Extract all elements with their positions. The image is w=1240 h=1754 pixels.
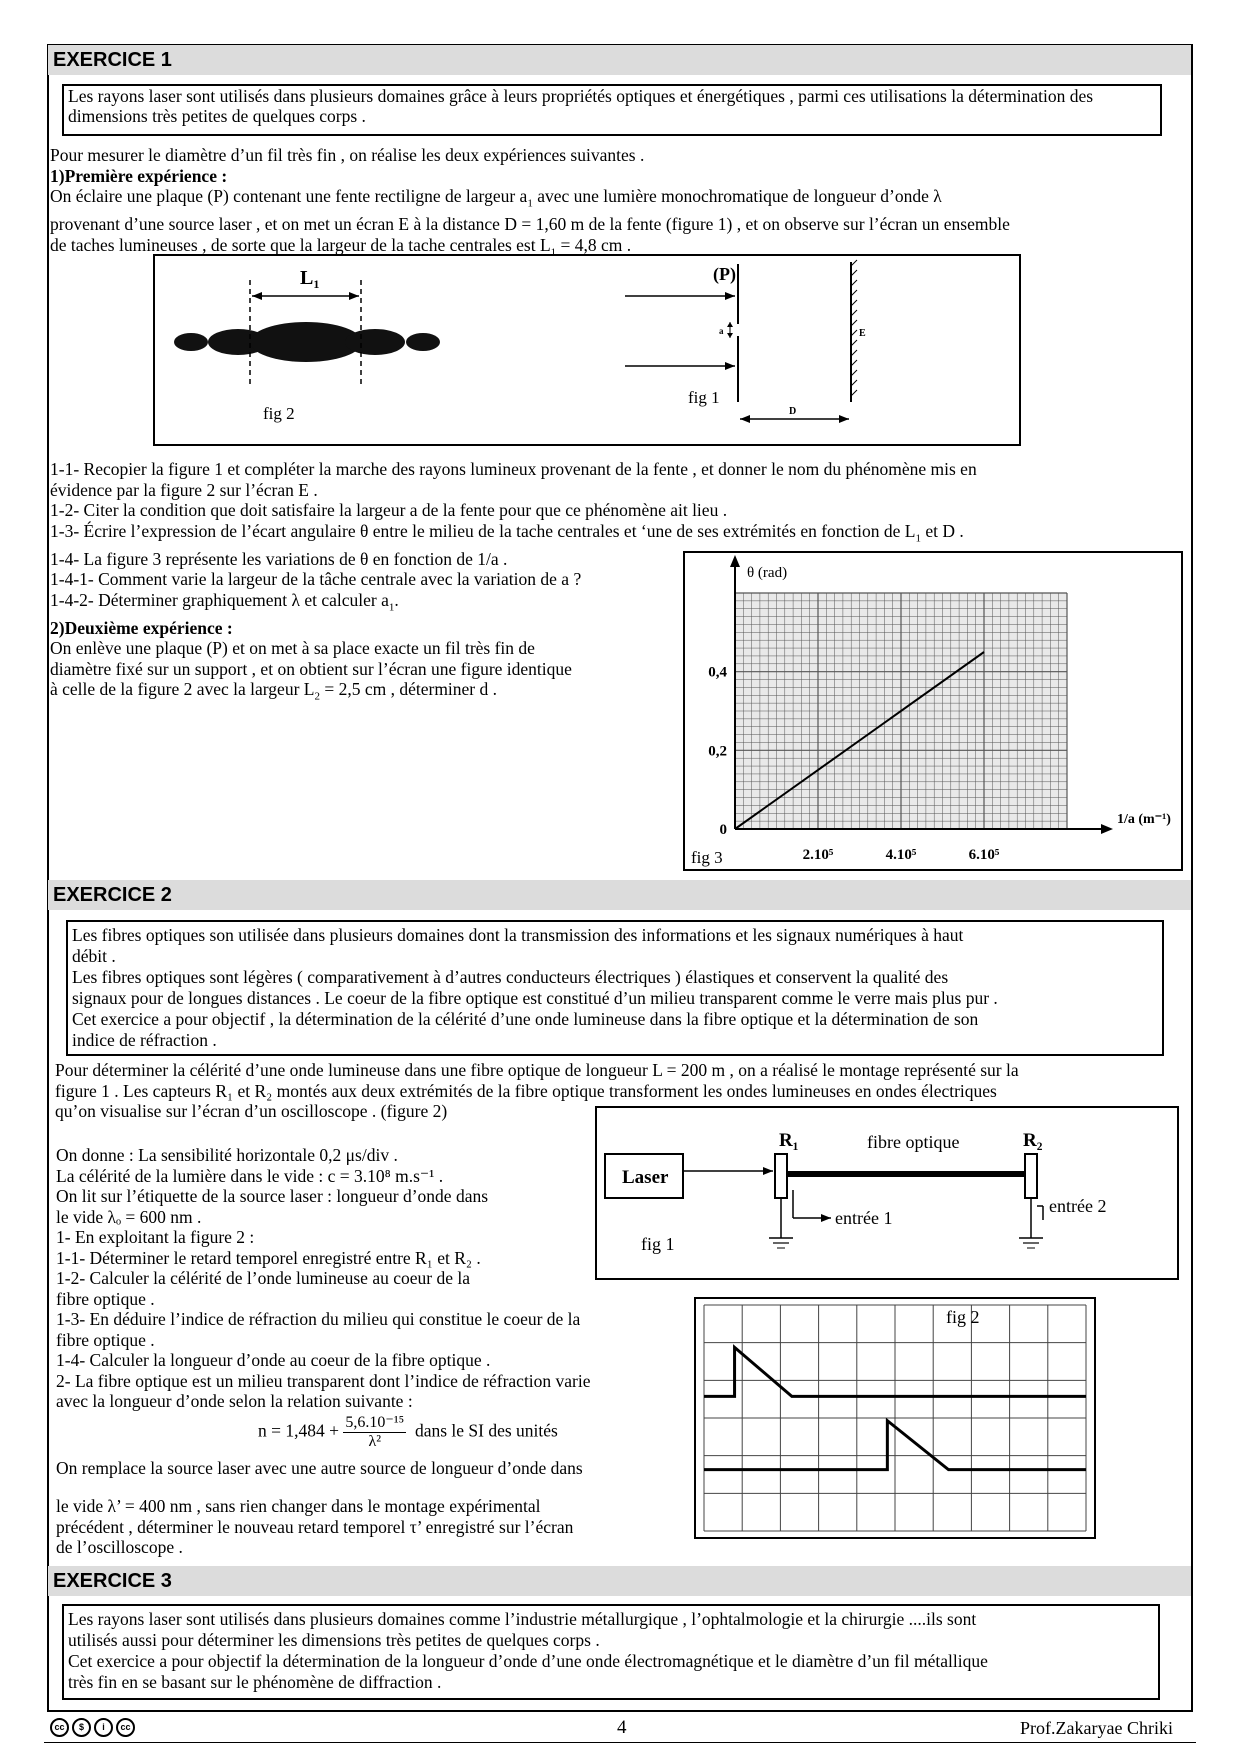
x-tick-label: 4.10⁵ [885, 847, 917, 863]
x-axis-arrow [1101, 824, 1113, 834]
by-icon: i [94, 1718, 113, 1737]
svg-text:E: E [859, 328, 866, 339]
cc-icon: cc [50, 1718, 69, 1737]
svg-text:R₁: R₁ [779, 1130, 799, 1151]
ex2-paragraph: Pour déterminer la célérité d’une onde lumineuse dans une fibre optique de longueur L = 200 m , on a réalisé le montage représenté sur la figure 1 . Les capteurs R₁ et R₂ montés aux deux extrémités de la fibre optique transforment les ondes lumineuses en ondes électriques qu’on visualise sur l’écran d’un oscilloscope . (figure 2) [55, 1060, 1019, 1121]
fibre-setup-diagram [597, 1108, 1177, 1278]
fibre-setup-figure [595, 1106, 1179, 1280]
side-spot-right-1 [345, 329, 405, 355]
x-tick-label: 2.10⁵ [802, 847, 834, 863]
x-axis-label: 1/a (m⁻¹) [1117, 812, 1171, 827]
svg-text:R₂: R₂ [1023, 1130, 1043, 1151]
svg-text:fibre optique: fibre optique [867, 1132, 960, 1152]
ex2-last-question-l1: On remplace la source laser avec une autre source de longueur d’onde dans [56, 1458, 583, 1478]
exercise-1-title: EXERCICE 1 [48, 45, 1191, 75]
sensor-r1 [775, 1154, 787, 1198]
ex1-text-block: Pour mesurer le diamètre d’un fil très fin , on réalise les deux expériences suivantes . 1)Première expérience : On éclaire une plaque (P) contenant une fente rectiligne de largeur $a_1$ avec une lumière monochromatique de longueur d’onde λ provenant d’une source laser , et on met un écran E à la distance D = 1,60 m de la fente (figure 1) , et on observe sur l’écran un ensemble de taches lumineuses , de sorte que la largeur de la tache centrales est $L_1 = 4,8$ cm . [50, 145, 1010, 258]
oscilloscope-screen [696, 1299, 1094, 1537]
figure-3-panel [683, 551, 1183, 871]
svg-text:a: a [719, 326, 724, 336]
y-axis-arrow [730, 555, 740, 567]
exercise-3-title: EXERCICE 3 [48, 1566, 1191, 1596]
page-number: 4 [617, 1717, 627, 1738]
ex1-questions: 1-1- Recopier la figure 1 et compléter la marche des rayons lumineux provenant de la fente , et donner le nom du phénomène mis en évidence par la figure 2 sur l’écran E . 1-2- Citer la condition que doit satisfaire la largeur a de la fente pour que ce phénomène ait lieu . 1-3- Écrire l’expression de l’écart angulaire θ entre le milieu de la tache centrales et ‘une de ses extrémités en fonction de $L_1$ et D . 1-4- La figure 3 représente les variations de θ en fonction de 1/a . 1-4-1- Comment varie la largeur de la tâche centrale avec la variation de a ? 1-4-2- Déterminer graphiquement λ et calculer $a_1$. 2)Deuxième expérience : On enlève une plaque (P) et on met à sa place exacte un fil très fin de diamètre fixé sur un support , et on obtient sur l’écran une figure identique à celle de la figure 2 avec la largeur $L_2 = 2,5$ cm , déterminer d . [50, 459, 977, 703]
svg-text:fig 1: fig 1 [641, 1234, 675, 1254]
exercise-2-intro: Les fibres optiques son utilisée dans plusieurs domaines dont la transmission des informations et les signaux numériques à haut débit . Les fibres optiques sont légères ( comparativement à d’autres conducteurs électriques ) élastiques et conservent la qualité des signaux pour de longues distances . Le coeur de la fibre optique est constitué d’un milieu transparent comme le verre mais plus pur . Cet exercice a pour objectif , la détermination de la célérité d’une onde lumineuse dans la fibre optique et la détermination de son indice de réfraction . [66, 920, 1164, 1056]
svg-text:(P): (P) [713, 264, 736, 284]
nc-icon: $ [72, 1718, 91, 1737]
svg-text:Laser: Laser [622, 1167, 669, 1188]
ex2-given-and-questions: On donne : La sensibilité horizontale 0,2 μs/div . La célérité de la lumière dans le vide : c = 3.10⁸ m.s⁻¹ . On lit sur l’étiquette de la source laser : longueur d’onde dans le vide λₒ = 600 nm . 1- En exploitant la figure 2 : 1-1- Déterminer le retard temporel enregistré entre R₁ et R₂ . 1-2- Calculer la célérité de l’onde lumineuse au coeur de la fibre optique . 1-3- En déduire l’indice de réfraction du milieu qui constitue le coeur de la fibre optique . 1-4- Calculer la longueur d’onde au coeur de la fibre optique . 2- La fibre optique est un milieu transparent dont l’indice de réfraction varie avec la longueur d’onde selon la relation suivante : [56, 1145, 591, 1411]
y-axis-label: θ (rad) [747, 565, 788, 581]
exercise-1-intro: Les rayons laser sont utilisés dans plusieurs domaines grâce à leurs propriétés optiques et énergétiques , parmi ces utilisations la détermination des dimensions très petites de quelques corps . [62, 84, 1162, 136]
y-tick-label: 0,4 [708, 664, 727, 681]
footer-rule [44, 1742, 1196, 1743]
exercise-2-title: EXERCICE 2 [48, 880, 1191, 910]
sensor-r2 [1025, 1154, 1037, 1198]
fig1-caption: fig 1 [688, 388, 720, 407]
exercise-3-intro: Les rayons laser sont utilisés dans plusieurs domaines comme l’industrie métallurgique , l’ophtalmologie et la chirurgie ....ils sont utilisés aussi pour déterminer les dimensions très petites de quelques corps . Cet exercice a pour objectif la détermination de la longueur d’onde d’une onde électromagnétique et le diamètre d’un fil métallique très fin en se basant sur le phénomène de diffraction . [62, 1604, 1160, 1700]
y-tick-label: 0 [719, 822, 727, 838]
figure-1-2-panel [153, 254, 1021, 446]
svg-text:entrée 2: entrée 2 [1049, 1196, 1107, 1216]
author-name: Prof.Zakaryae Chriki [1020, 1718, 1173, 1738]
side-spot-left-2 [174, 333, 208, 351]
l1-label: $L_1$ [300, 267, 320, 291]
y-tick-label: 0,2 [708, 743, 727, 760]
license-badges [50, 1718, 135, 1737]
side-spot-right-2 [406, 333, 440, 351]
ex2-last-question: le vide λ’ = 400 nm , sans rien changer dans le montage expérimental précédent , déterminer le nouveau retard temporel τ’ enregistré sur l’écran de l’oscilloscope . [56, 1496, 574, 1557]
fig3-caption: fig 3 [691, 848, 723, 867]
osc-caption: fig 2 [946, 1307, 980, 1327]
theta-vs-inverse-a-chart [685, 553, 1181, 869]
svg-text:D: D [789, 406, 797, 417]
cc-icon: cc [116, 1718, 135, 1737]
x-tick-label: 6.10⁵ [968, 847, 1000, 863]
oscilloscope-figure [694, 1297, 1096, 1539]
svg-text:entrée 1: entrée 1 [835, 1208, 893, 1228]
refraction-formula: n = 1,484 + $\frac{\text{5,6.10⁻¹⁵}}{\text{λ²}}$ dans le SI des unités [258, 1414, 558, 1450]
fig2-caption: fig 2 [263, 404, 295, 423]
